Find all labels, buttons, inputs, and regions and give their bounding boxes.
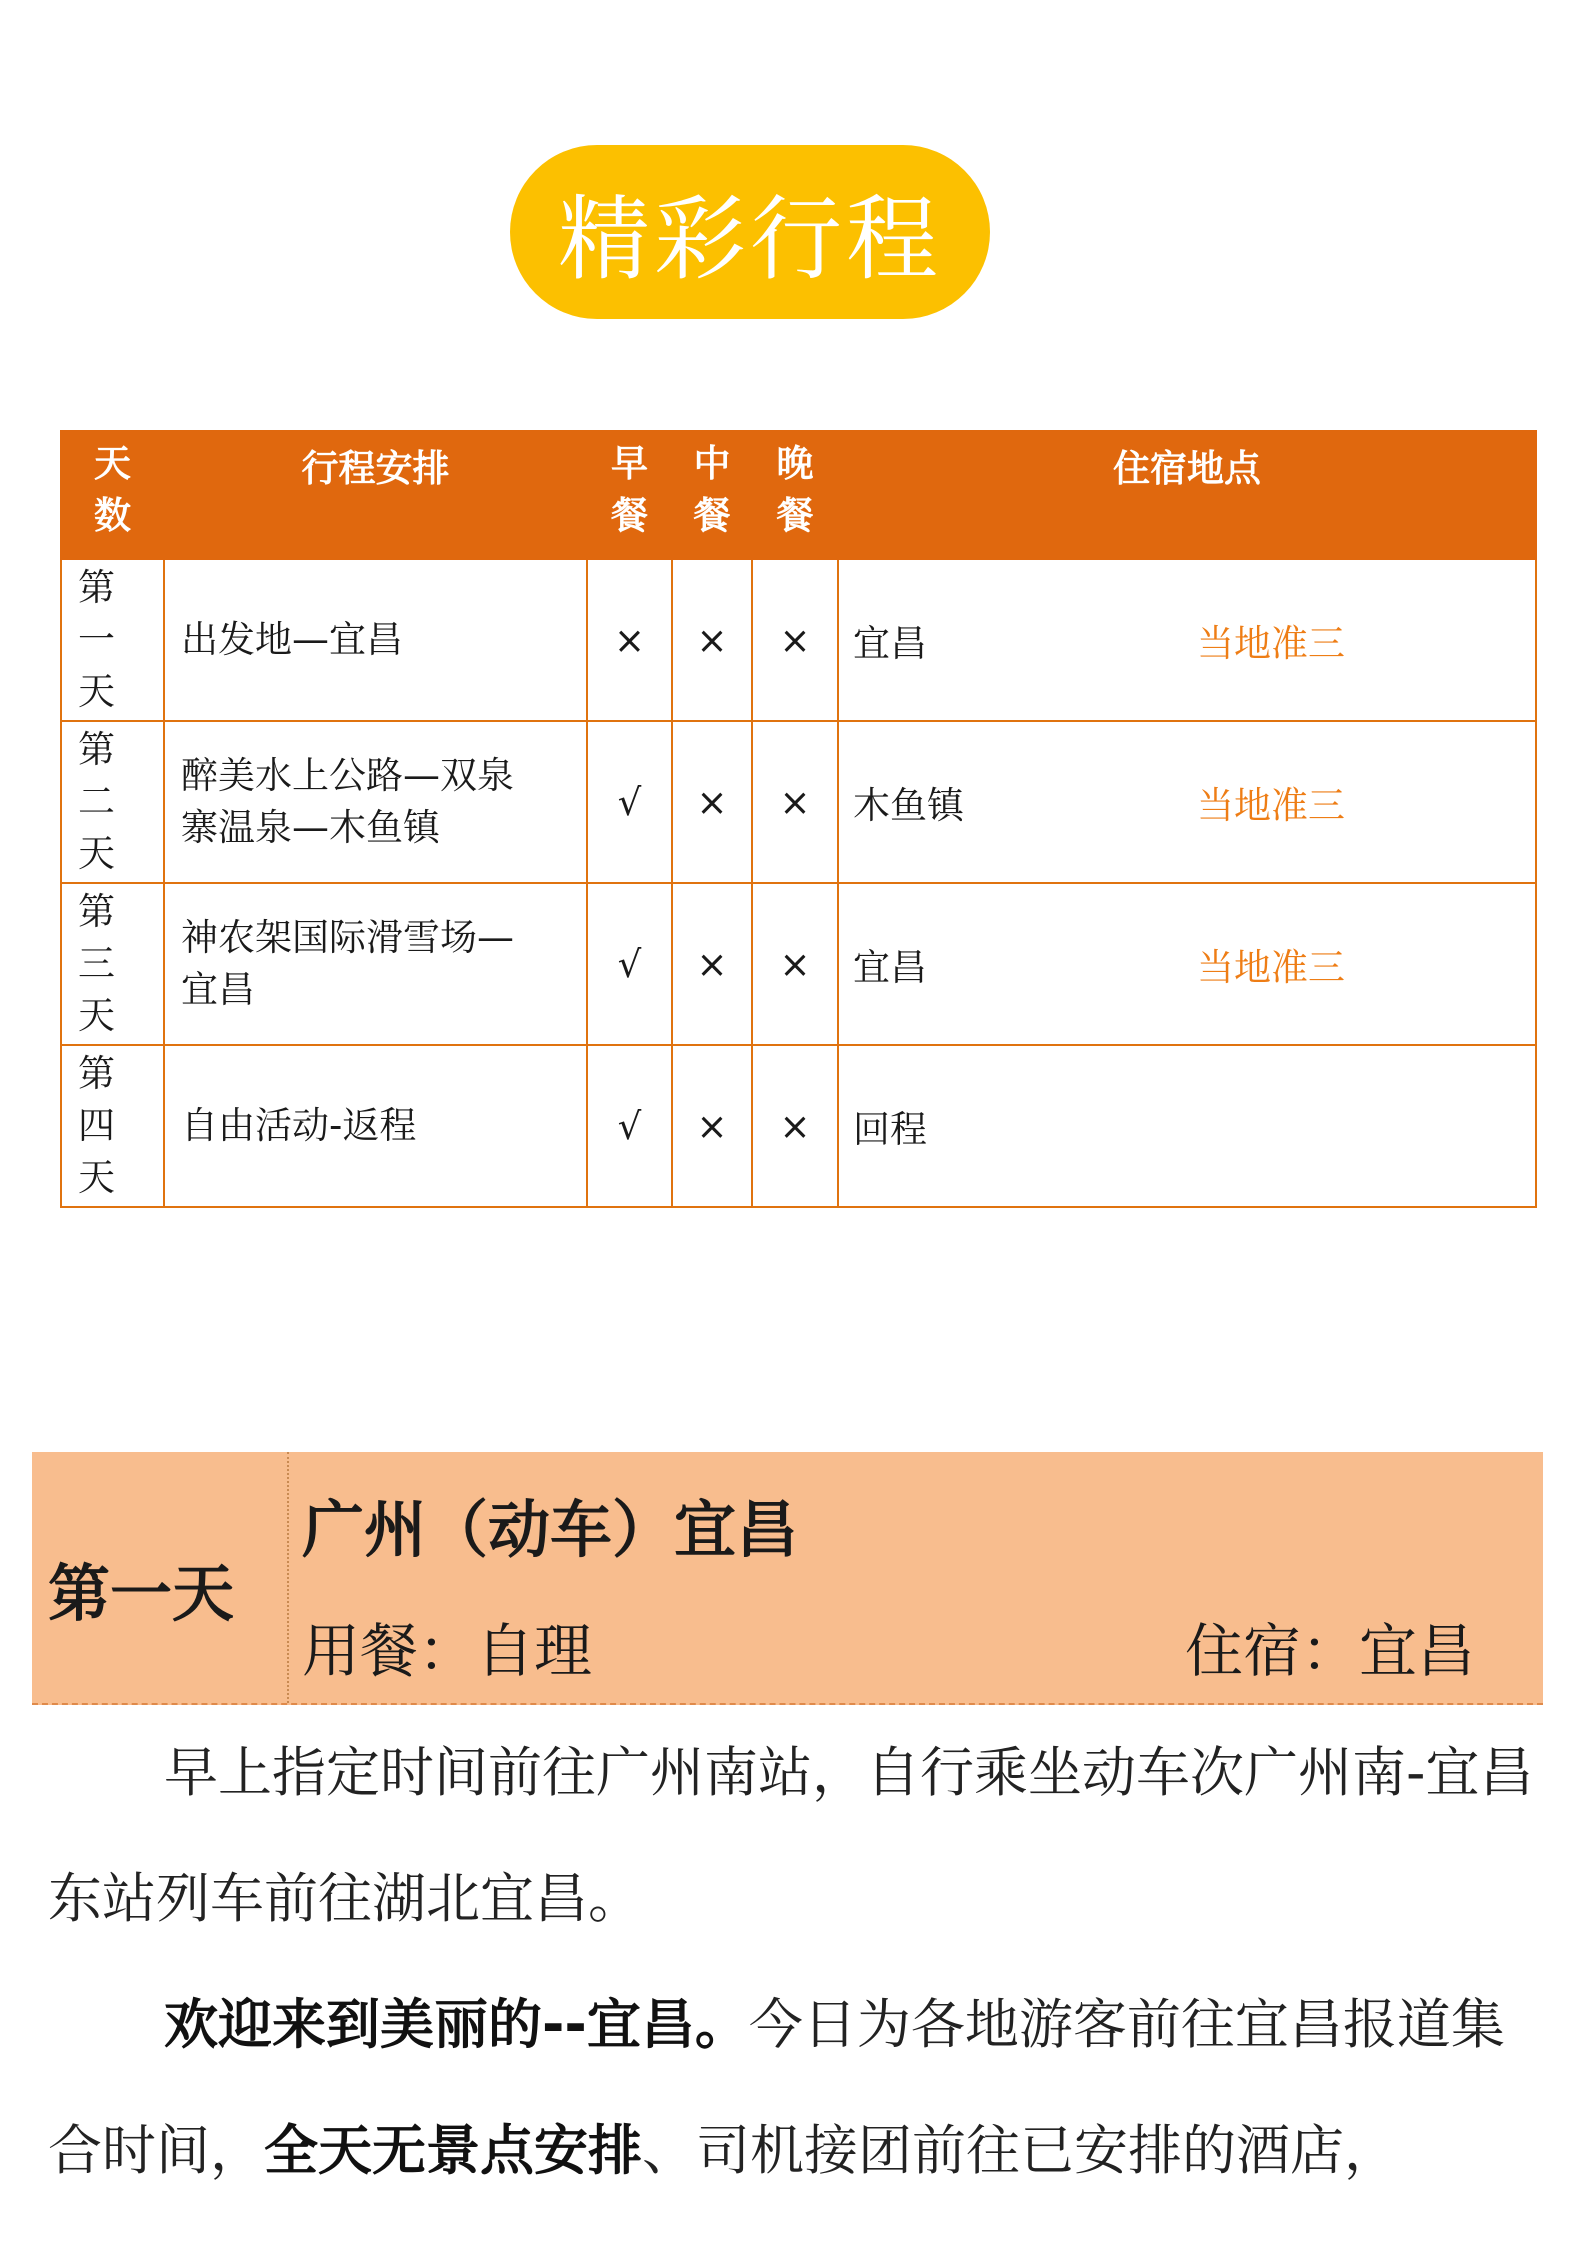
schedule-cell: 神农架国际滑雪场— 宜昌 [164,883,587,1045]
route-title: 广州（动车）宜昌 [302,1493,799,1566]
lunch-cell: × [672,1045,752,1207]
dinner-cell: × [752,559,838,721]
day-cell: 第 二 天 [61,721,164,883]
schedule-cell: 出发地—宜昌 [164,559,587,721]
schedule-cell: 醉美水上公路—双泉 寨温泉—木鱼镇 [164,721,587,883]
para2-text-1: 今日为各地游客前往宜昌报道集合时间， [48,1993,1505,2182]
stay-place: 回程 [853,1108,927,1151]
lunch-cell: × [672,883,752,1045]
header-dinner: 晚 餐 [752,431,838,559]
stay-info: 住宿：宜昌 [1184,1617,1475,1685]
day-banner [32,1452,1543,1705]
hotel-standard: 当地准三 [1197,784,1345,827]
stay-cell [838,721,1536,883]
para2-text-2: 、司机接团前往已安排的酒店， [642,2119,1398,2182]
banner-divider [287,1452,289,1703]
stay-cell [838,559,1536,721]
meal-info: 用餐：自理 [302,1617,593,1685]
header-stay: 住宿地点 [838,431,1536,559]
breakfast-cell: √ [587,721,672,883]
section-title-pill [510,145,990,319]
breakfast-cell: √ [587,1045,672,1207]
table-header-row [61,431,1536,559]
section-title: 精彩行程 [557,186,942,293]
day-label: 第一天 [48,1557,235,1630]
day-cell: 第 一 天 [61,559,164,721]
no-attraction-bold: 全天无景点安排 [264,2119,642,2182]
stay-place: 宜昌 [853,622,927,665]
table-row [61,883,1536,1045]
table-row [61,721,1536,883]
header-lunch: 中 餐 [672,431,752,559]
breakfast-cell: √ [587,883,672,1045]
table-row [61,1045,1536,1207]
lunch-cell: × [672,559,752,721]
header-day: 天 数 [61,431,164,559]
dinner-cell: × [752,1045,838,1207]
welcome-bold: 欢迎来到美丽的--宜昌。 [164,1993,749,2056]
day1-paragraph-2 [48,1962,1548,2214]
table-row [61,559,1536,721]
lunch-cell: × [672,721,752,883]
hotel-standard: 当地准三 [1197,622,1345,665]
schedule-cell: 自由活动-返程 [164,1045,587,1207]
header-schedule: 行程安排 [164,431,587,559]
day-cell: 第 四 天 [61,1045,164,1207]
itinerary-table [60,430,1537,1208]
stay-cell [838,883,1536,1045]
hotel-standard: 当地准三 [1197,946,1345,989]
day1-paragraph-1: 早上指定时间前往广州南站，自行乘坐动车次广州南-宜昌东站列车前往湖北宜昌。 [48,1741,1534,1930]
dinner-cell: × [752,721,838,883]
header-breakfast: 早 餐 [587,431,672,559]
breakfast-cell: × [587,559,672,721]
dinner-cell: × [752,883,838,1045]
stay-place: 木鱼镇 [853,784,964,827]
day-cell: 第 三 天 [61,883,164,1045]
stay-place: 宜昌 [853,946,927,989]
stay-cell [838,1045,1536,1207]
